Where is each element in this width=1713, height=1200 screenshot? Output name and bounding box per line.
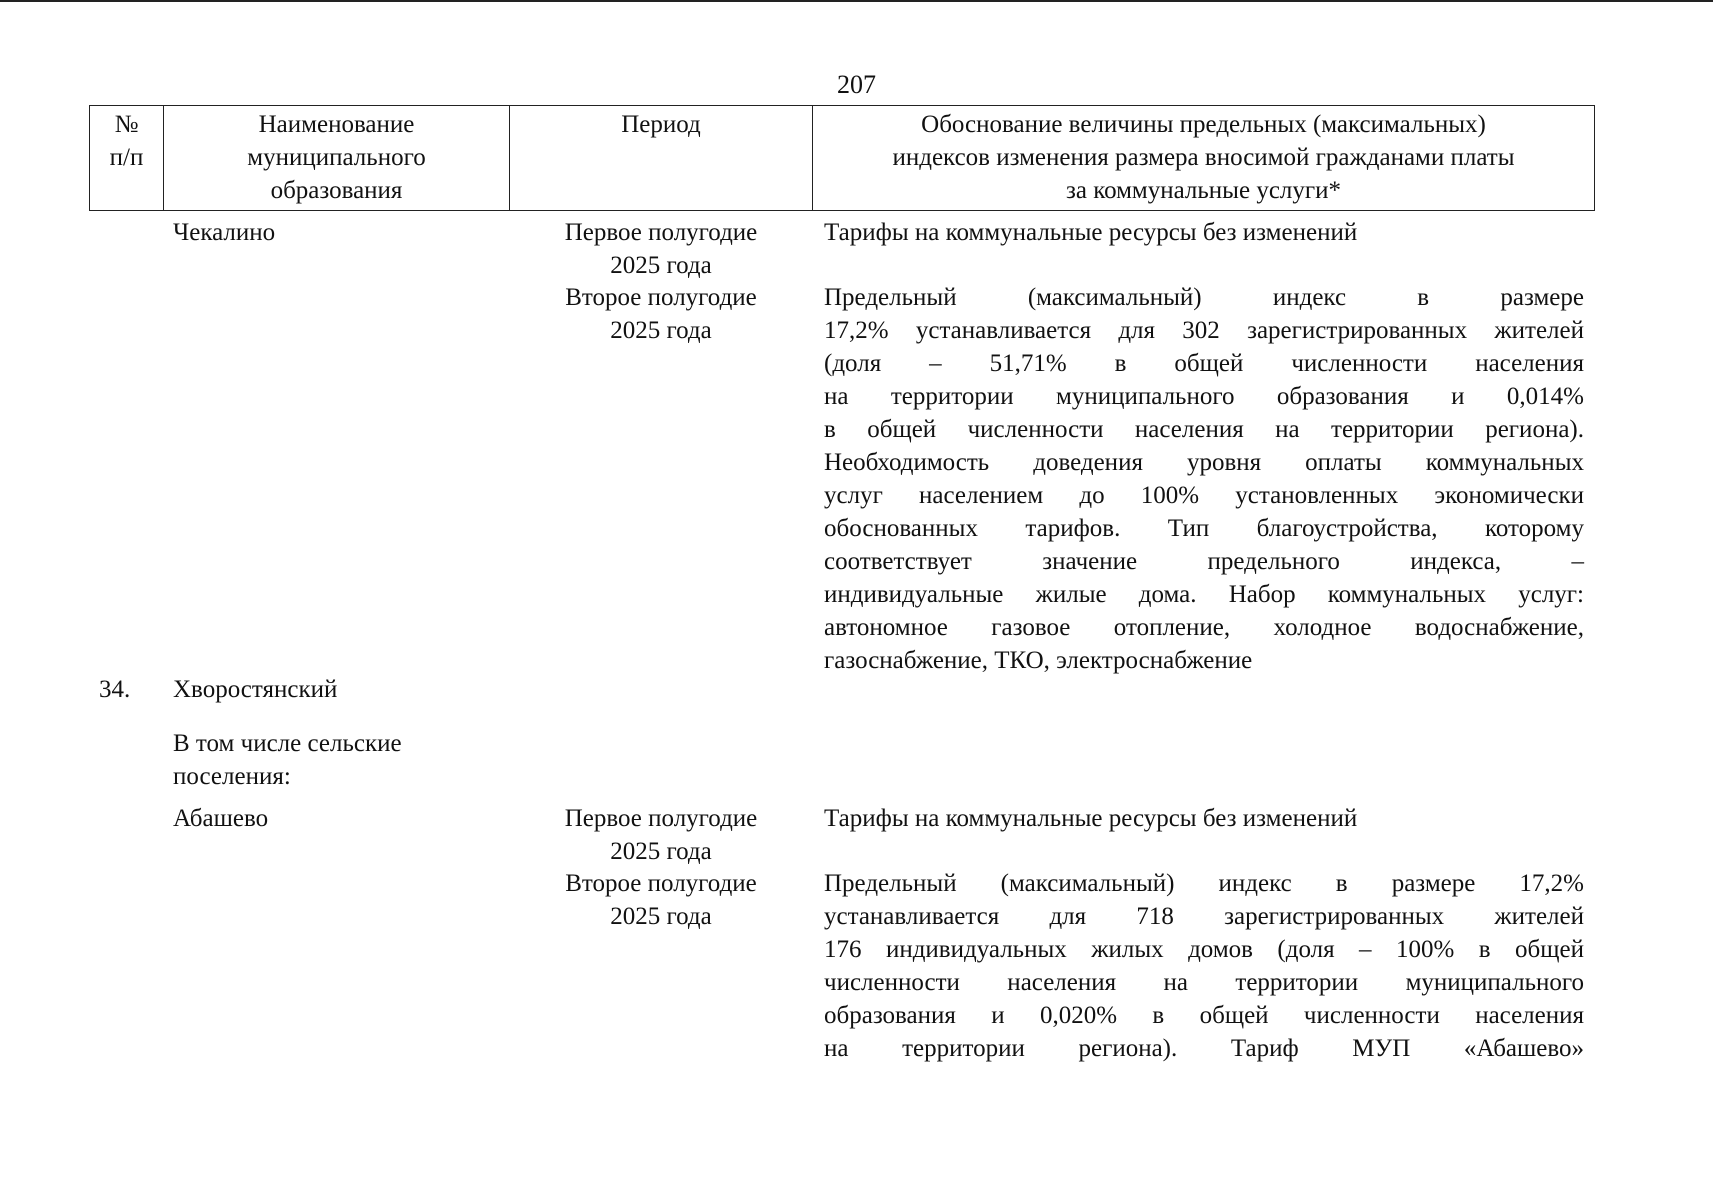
period-second-half-chekalino: Второе полугодие 2025 года xyxy=(565,284,757,344)
municipality-name-khvorostyansky: Хворостянский xyxy=(173,676,338,703)
header-col-municipality: Наименование муниципального образования xyxy=(163,106,509,210)
period-second-half-abashevo: Второе полугодие 2025 года xyxy=(565,870,757,930)
basis-first-half-abashevo: Тарифы на коммунальные ресурсы без изменений xyxy=(824,805,1358,832)
basis-first-half-chekalino: Тарифы на коммунальные ресурсы без изменений xyxy=(824,219,1358,246)
page-number: 207 xyxy=(837,70,876,99)
header-col-period: Период xyxy=(509,106,812,210)
header-col-basis: Обоснование величины предельных (максимальных) индексов изменения размера вносимой гражданами платы за коммунальные услуги* xyxy=(812,106,1594,210)
municipality-name-chekalino: Чекалино xyxy=(173,219,276,246)
header-col-number: № п/п xyxy=(109,111,144,171)
page-top-border xyxy=(0,0,1713,2)
row-number-34: 34. xyxy=(99,676,131,703)
basis-second-half-abashevo: Предельный (максимальный) индекс в размере 17,2% устанавливается для 718 зарегистрированных жителей 176 индивидуальных жилых домов (доля – 100% в общей численности населения на территории муниципального образования и 0,020% в общей численности населения на территории региона). Тариф МУП «Абашево» xyxy=(824,870,1584,1062)
table-header xyxy=(89,105,1595,211)
municipality-name-abashevo: Абашево xyxy=(173,805,269,832)
period-first-half-chekalino: Первое полугодие 2025 года xyxy=(564,219,758,279)
rural-settlements-heading: В том числе сельские поселения: xyxy=(173,730,402,790)
basis-second-half-chekalino: Предельный (максимальный) индекс в размере 17,2% устанавливается для 302 зарегистрированных жителей (доля – 51,71% в общей численности населения на территории муниципального образования и 0,014% в общей численности населения на территории региона). Необходимость доведения уровня оплаты коммунальных услуг населением до 100% установленных экономически обоснованных тарифов. Тип благоустройства, которому соответствует значение предельного индекса, – индивидуальные жилые дома. Набор коммунальных услуг: автономное газовое отопление, холодное водоснабжение, газоснабжение, ТКО, электроснабжение xyxy=(824,284,1584,674)
period-first-half-abashevo: Первое полугодие 2025 года xyxy=(564,805,758,865)
